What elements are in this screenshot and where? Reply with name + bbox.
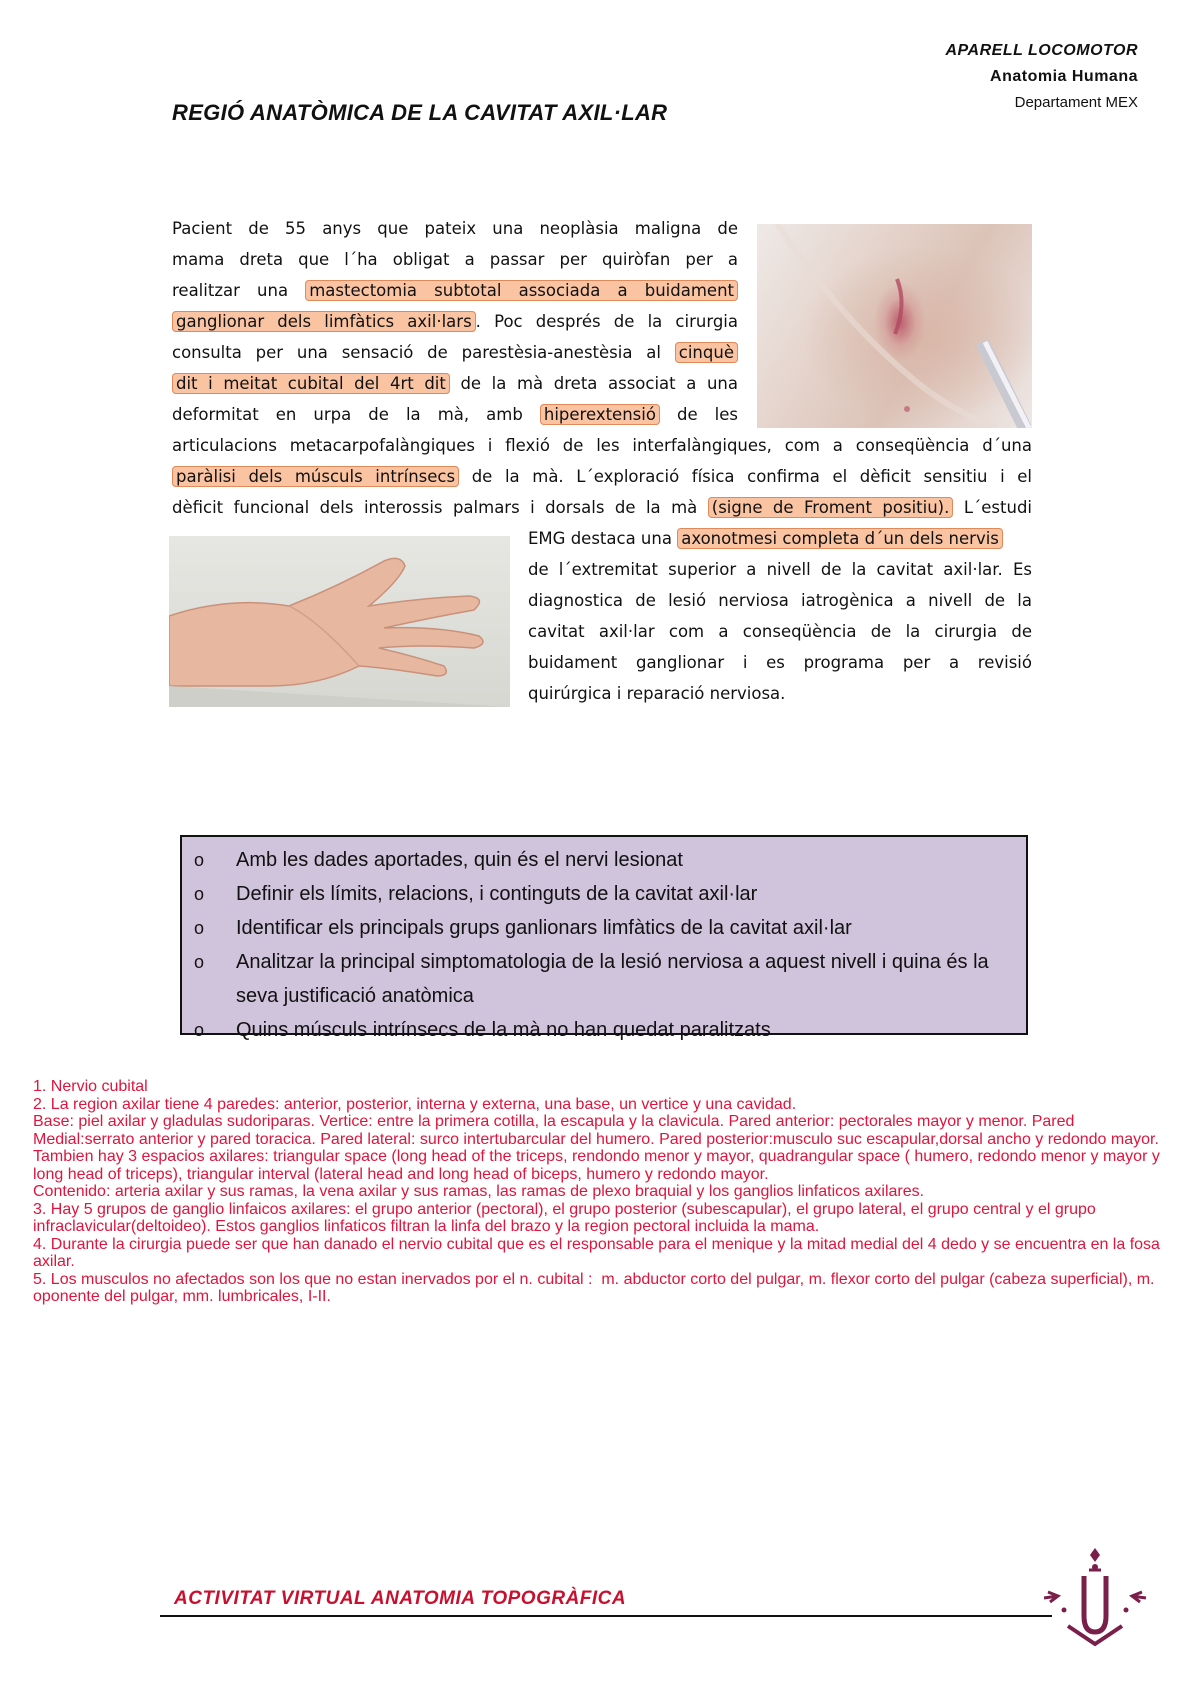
university-logo-drawing [1040,1546,1150,1651]
claw-hand-drawing [169,536,510,707]
answer-paragraph: 3. Hay 5 grupos de ganglio linfaicos axilares: el grupo anterior (pectoral), el grupo posterior (subescapular), el grupo lateral, el grupo central y el grupo infraclavicular(deltoideo). Estos ganglios linfaticos filtran la linfa del brazo y la region pectoral incluida la mama. [33,1200,1101,1235]
answer-paragraph: 4. Durante la cirurgia puede ser que han danado el nervio cubital que es el responsable para el menique y la mitad medial del 4 dedo y se encuentra en la fosa axilar. [33,1235,1165,1270]
footer-divider [160,1615,1052,1617]
university-logo-icon [1040,1546,1150,1651]
case-text-fragment: L´estudi [963,498,1032,517]
page-title: REGIÓ ANATÒMICA DE LA CAVITAT AXIL·LAR [172,100,668,125]
case-text-fragment: de la mà. L´exploració física confirma el dèficit sensitiu i el [471,467,1032,486]
case-text-fragment: . Poc després de la cirurgia [475,312,738,331]
answer-paragraph: 2. La region axilar tiene 4 paredes: anterior, posterior, interna y externa, una base, un vertice y una cavidad. [33,1095,797,1113]
answer-paragraph: 1. Nervio cubital [33,1078,148,1095]
question-text: Analitzar la principal simptomatologia de la lesió nerviosa a aquest nivell i quina és la seva justificació anatòmica [236,951,989,1007]
bullet-icon: o [194,850,205,870]
question-item [190,877,1014,911]
highlight-hyperextension: hiperextensió [540,404,660,425]
highlight-finger: dit i meitat cubital del 4rt dit [172,373,450,394]
case-line-3 [172,275,738,306]
armpit-scar-photo [757,224,1032,428]
answer-paragraph: Contenido: arteria axilar y sus ramas, la vena axilar y sus ramas, las ramas de plexo braquial y los ganglios linfaticos axilares. [33,1183,925,1200]
case-text-fragment: realitzar una [172,281,289,300]
bullet-icon: o [194,952,205,972]
answer-paragraph: Tambien hay 3 espacios axilares: triangular space (long head of the triceps, rendondo menor y mayor, quadrangular space ( humero, redondo menor y mayor y long head of triceps), triangular interval (lateral head and long head of biceps, humero y redondo mayor. [33,1148,1165,1183]
header-department: Departament MEX [1014,94,1138,111]
case-line-12: de l´extremitat superior a nivell de la cavitat axil·lar. Es [528,560,1032,579]
case-text-fragment: consulta per una sensació de parestèsia-anestèsia al [172,343,661,362]
highlight-froment-sign: (signe de Froment positiu). [708,497,954,518]
armpit-scar-drawing [757,224,1032,428]
question-item [190,945,1014,1013]
case-text-fragment: deformitat en urpa de la mà, amb [172,405,523,424]
claw-hand-photo [169,536,510,707]
case-line-4 [172,306,738,337]
highlight-mastectomy: mastectomia subtotal associada a buidament [305,280,738,301]
case-description-bottom [528,523,1032,709]
footer-title: ACTIVITAT VIRTUAL ANATOMIA TOPOGRÀFICA [174,1588,627,1609]
case-line-10 [172,492,1032,523]
case-line-16: quirúrgica i reparació nerviosa. [528,684,786,703]
case-line-15: buidament ganglionar i es programa per a revisió [528,653,1032,672]
case-line-14: cavitat axil·lar com a conseqüència de la cirurgia de [528,622,1032,641]
bullet-icon: o [194,884,205,904]
bullet-icon: o [194,918,205,938]
question-text: Identificar els principals grups ganlionars limfàtics de la cavitat axil·lar [236,917,852,939]
case-line-5 [172,337,738,368]
case-description-middle [172,430,1032,523]
case-text-fragment: de les [677,405,738,424]
answer-paragraph: 5. Los musculos no afectados son los que no estan inervados por el n. cubital : m. abductor corto del pulgar, m. flexor corto del pulgar (cabeza superficial), m. oponente del pulgar, mm. lumbricales, I-II. [33,1270,1159,1305]
case-line-6 [172,368,738,399]
case-description-top [172,213,738,430]
header-subject: Anatomia Humana [990,68,1138,85]
highlight-axonotmesis: axonotmesi completa d´un dels nervis [677,528,1003,549]
case-line-2: mama dreta que l´ha obligat a passar per quiròfan per a [172,250,738,269]
header-course: APARELL LOCOMOTOR [945,42,1138,59]
case-line-7 [172,399,738,430]
case-line-11 [528,523,1032,554]
case-line-8: articulacions metacarpofalàngiques i flexió de les interfalàngiques, com a conseqüència d´una [172,436,1032,455]
question-text: Quins músculs intrínsecs de la mà no han quedat paralitzats [236,1019,771,1041]
case-line-1: Pacient de 55 anys que pateix una neoplàsia maligna de [172,219,738,238]
question-item [190,843,1014,877]
case-line-13: diagnostica de lesió nerviosa iatrogènica a nivell de la [528,591,1032,610]
question-text: Definir els límits, relacions, i continguts de la cavitat axil·lar [236,883,758,905]
highlight-fifth: cinquè [675,342,738,363]
case-line-9 [172,461,1032,492]
question-text: Amb les dades aportades, quin és el nervi lesionat [236,849,683,871]
case-text-fragment: de la mà dreta associat a una [460,374,738,393]
questions-box [180,835,1028,1041]
bullet-icon: o [194,1020,205,1040]
highlight-paralysis: paràlisi dels músculs intrínsecs [172,466,459,487]
answers-block [33,1078,1178,1306]
case-text-fragment: EMG destaca una [528,529,672,548]
question-item [190,1013,1014,1047]
question-item [190,911,1014,945]
highlight-lymph-dissection: ganglionar dels limfàtics axil·lars [172,311,476,332]
case-text-fragment: dèficit funcional dels interossis palmars i dorsals de la mà [172,498,698,517]
header-block [946,38,1139,116]
answer-paragraph: Base: piel axilar y gladulas sudoriparas. Vertice: entre la primera cotilla, la escapula y la clavicula. Pared anterior: pectorales mayor y menor. Pared Medial:serrato anterior y pared toracica. Pared lateral: surco intertubarcular del humero. Pared posterior:musculo suc escapular,dorsal ancho y redondo mayor. [33,1113,1159,1148]
